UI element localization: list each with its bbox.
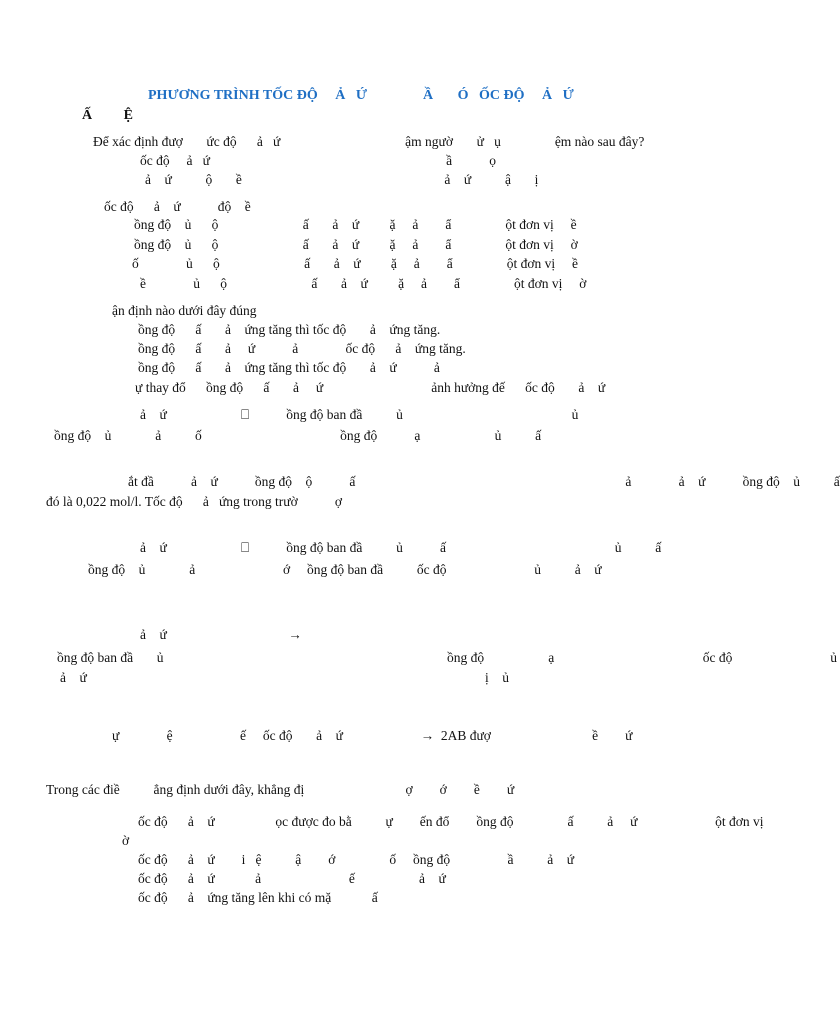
question-9: Trong các điề ẳng định dưới đây, khẳng đị ợ ớ ề ứ [46,782,515,797]
question-3: ận định nào dưới đây đúng [112,303,257,318]
question-8: ự ệ ế ốc độ ả ứ → 2AB đượ ề ứ [112,728,633,743]
question-7-line-2: ồng độ ban đầ ủ ồng độ ạ ốc độ ủ [57,650,837,665]
question-4-line-1: ả ứ ⎕ ồng độ ban đầ ủ ủ [140,407,579,422]
question-5-line-1: ắt đầ ả ứ ồng độ ộ ấ ả ả ứ ồng độ ủ ấ [128,474,840,489]
option-2a: ồng độ ủ ộ ấ ả ứ ặ ả ẩ ột đơn vị ề [134,217,577,232]
option-3a: ồng độ ấ ả ứng tăng thì tốc độ ả ứng tăng. [138,322,441,337]
question-6-line-2: ồng độ ủ ả ớ ồng độ ban đầ ốc độ ủ ả ứ [88,562,602,577]
question-1: Để xác định đượ ức độ ả ứ ậm ngườ ử ụ ệm nào sau đây? [93,134,645,149]
question-5-line-2: đó là 0,022 mol/l. Tốc độ ả ứng trong trườ ợ [46,494,343,509]
option-3c: ồng độ ấ ả ứng tăng thì tốc độ ả ứ ả [138,360,440,375]
option-9a-cont: ờ [122,833,130,848]
option-1b: ả ứ ộ ề ả ứ ậ ị [145,172,539,187]
option-9c: ốc độ ả ứ ả ế ả ứ [138,871,446,886]
option-9b: ốc độ ả ứ i ệ ậ ớ ố ồng độ ầ ả ứ [138,852,575,867]
option-9d: ốc độ ả ứng tăng lên khi có mặ ấ [138,890,378,905]
option-1a: ốc độ ả ứ ầ ọ [140,153,497,168]
question-7-line-1: ả ứ → [140,627,302,642]
option-2d: ề ủ ộ ấ ả ứ ặ ả ẩ ột đơn vị ờ [140,276,587,291]
option-9a: ốc độ ả ứ ọc được đo bằ ự ến đổ ồng độ ấ ả ứ ột đơn vị [138,814,764,829]
option-2c: ố ủ ộ ấ ả ứ ặ ả ẩ ột đơn vị ề [132,256,579,271]
option-3b: ồng độ ấ ả ứ ả ốc độ ả ứng tăng. [138,341,466,356]
option-2b: ồng độ ủ ộ ấ ả ứ ặ ả ẩ ột đơn vị ờ [134,237,578,252]
document-title: PHƯƠNG TRÌNH TỐC ĐỘ Ả Ứ Ầ Ó ỐC ĐỘ Ả Ứ [148,88,574,103]
option-3d: ự thay đổ ồng độ ấ ả ứ ảnh hưởng đế ốc độ ả ứ [135,380,606,395]
question-6-line-1: ả ứ ⎕ ồng độ ban đầ ủ ấ ủ ấ [140,540,662,555]
question-7-line-3: ả ứ ị ủ [60,670,510,685]
question-4-line-2: ồng độ ủ ả ố ồng độ ạ ủ ấ [54,428,542,443]
document-subtitle: Ấ Ệ [82,108,133,123]
question-2: ốc độ ả ứ độ ề [104,199,251,214]
